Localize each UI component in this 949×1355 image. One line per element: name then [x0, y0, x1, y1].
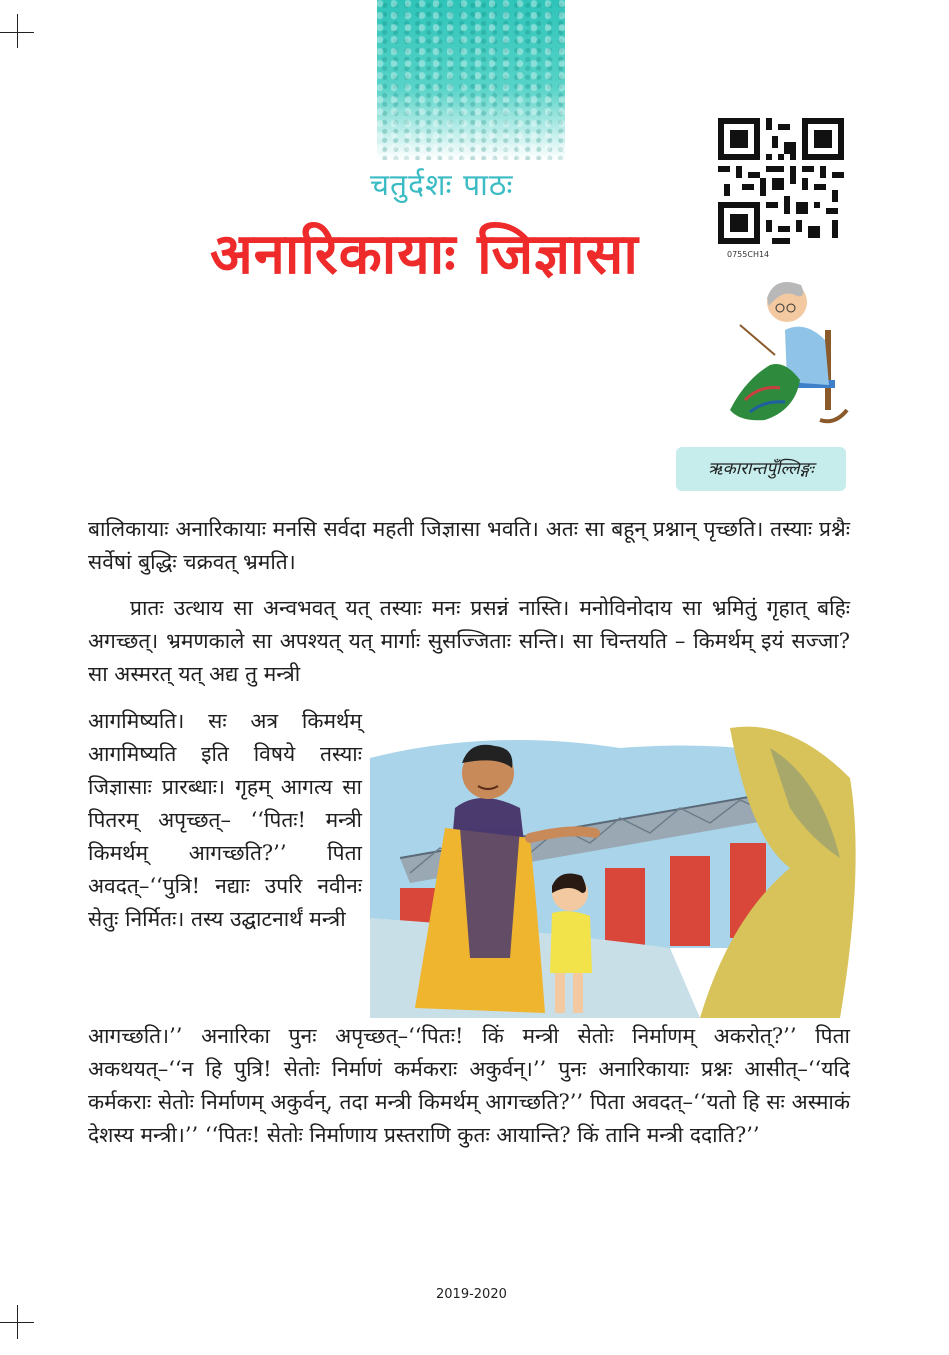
qr-code-icon: [718, 118, 844, 244]
paragraph-main-bottom: आगच्छति।’’ अनारिका पुनः अपृच्छत्–‘‘पितः! किं मन्त्री सेतोः निर्माणम् अकरोत्?’’ पिता अकथयत्–‘‘न हि पुत्रि! सेतोः निर्माणं कर्मकराः अकुर्वन्।’’ पुनः अनारिकायाः प्रश्नः आसीत्–‘‘यदि कर्मकराः सेतोः निर्माणम् अकुर्वन्, तदा मन्त्री किमर्थम् आगच्छति?’’ पिता अवदत्–‘‘यतो हि सः अस्माकं देशस्य मन्त्री।’’ ‘‘पितः! सेतोः निर्माणाय प्रस्तराणि कुतः आयान्ति? किं तानि मन्त्री ददाति?’’: [88, 1024, 850, 1147]
grandmother-knitting-illustration: [725, 270, 850, 425]
footer-year: 2019-2020: [436, 1287, 507, 1302]
grammar-tag: ऋकारान्तपुँल्लिङ्गः: [676, 447, 846, 491]
paragraph-intro: बालिकायाः अनारिकायाः मनसि सर्वदा महती जिज्ञासा भवति। अतः सा बहून् प्रश्नान् पृच्छति। तस्याः प्रश्नैः सर्वेषां बुद्धिः चक्रवत् भ्रमति।: [88, 517, 850, 574]
lesson-title: अनारिकायाः जिज्ञासा: [210, 222, 639, 287]
crop-mark: [17, 14, 18, 48]
qr-code-label: 0755CH14: [727, 250, 770, 259]
paragraph-main-side: आगमिष्यति। सः अत्र किमर्थम् आगमिष्यति इति विषये तस्याः जिज्ञासाः प्रारब्धाः। गृहम् आगत्य सा पितरम् अपृच्छत्– ‘‘पितः! मन्त्री किमर्थम् आगच्छति?’’ पिता अवदत्–‘‘पुत्रि! नद्याः उपरि नवीनः सेतुः निर्मितः। तस्य उद्घाटनार्थं मन्त्री: [88, 709, 362, 931]
lesson-number: चतुर्दशः पाठः: [370, 168, 514, 203]
crop-mark: [17, 1305, 18, 1339]
header-decoration-band: [377, 0, 565, 160]
father-daughter-bridge-illustration: [370, 718, 865, 1018]
paragraph-main-top: प्रातः उत्थाय सा अन्वभवत् यत् तस्याः मनः प्रसन्नं नास्ति। मनोविनोदाय सा भ्रमितुं गृहात् बहिः अगच्छत्। भ्रमणकाले सा अपश्यत् यत् मार्गाः सुसज्जिताः सन्ति। सा चिन्तयति – किमर्थम् इयं सज्जा? सा अस्मरत् यत् अद्य तु मन्त्री: [88, 596, 850, 686]
